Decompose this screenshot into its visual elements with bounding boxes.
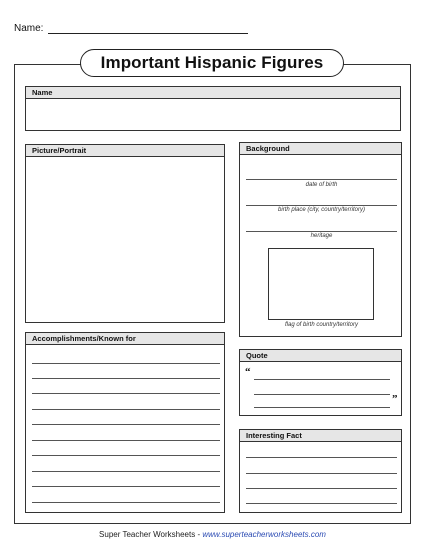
quote-line[interactable] [254,394,390,395]
birth-place-line[interactable] [246,205,397,206]
heritage-line[interactable] [246,231,397,232]
accomplishments-line[interactable] [32,455,220,456]
name-section [25,86,401,131]
date-of-birth-line[interactable] [246,179,397,180]
fact-line[interactable] [246,488,397,489]
accomplishments-line[interactable] [32,378,220,379]
flag-caption: flag of birth country/territory [284,322,359,328]
accomplishments-line[interactable] [32,363,220,364]
page-title: Important Hispanic Figures [100,53,324,72]
accomplishments-line[interactable] [32,393,220,394]
accomplishments-line[interactable] [32,409,220,410]
fact-section [239,429,402,513]
accomplishments-line[interactable] [32,471,220,472]
name-write-area[interactable] [26,99,400,130]
close-quote-mark: ” [392,393,398,405]
fact-line[interactable] [246,503,397,504]
flag-draw-box[interactable] [268,248,374,320]
fact-section-header: Interesting Fact [240,430,401,442]
accomplishments-line[interactable] [32,502,220,503]
fact-line[interactable] [246,473,397,474]
title-banner [80,49,344,77]
background-section [239,142,402,337]
picture-draw-area[interactable] [26,157,224,322]
picture-section-header: Picture/Portrait [26,145,224,157]
accomplishments-line[interactable] [32,424,220,425]
background-section-header: Background [240,143,401,155]
picture-section [25,144,225,323]
accomplishments-section-header: Accomplishments/Known for [26,333,224,345]
open-quote-mark: “ [245,366,251,378]
name-section-header: Name [26,87,400,99]
accomplishments-line[interactable] [32,440,220,441]
quote-section-header: Quote [240,350,401,362]
heritage-caption: heritage [310,233,333,239]
quote-section [239,349,402,416]
student-name-label: Name: [14,23,44,34]
fact-line[interactable] [246,457,397,458]
footer [0,530,425,539]
accomplishments-section [25,332,225,513]
footer-url-link[interactable]: www.superteacherworksheets.com [202,530,326,539]
date-of-birth-caption: date of birth [305,182,338,188]
birth-place-caption: birth place (city, country/territory) [278,207,365,213]
quote-line[interactable] [254,379,390,380]
accomplishments-line[interactable] [32,486,220,487]
footer-brand: Super Teacher Worksheets - [99,530,203,539]
quote-line[interactable] [254,407,390,408]
student-name-line[interactable] [48,33,248,34]
